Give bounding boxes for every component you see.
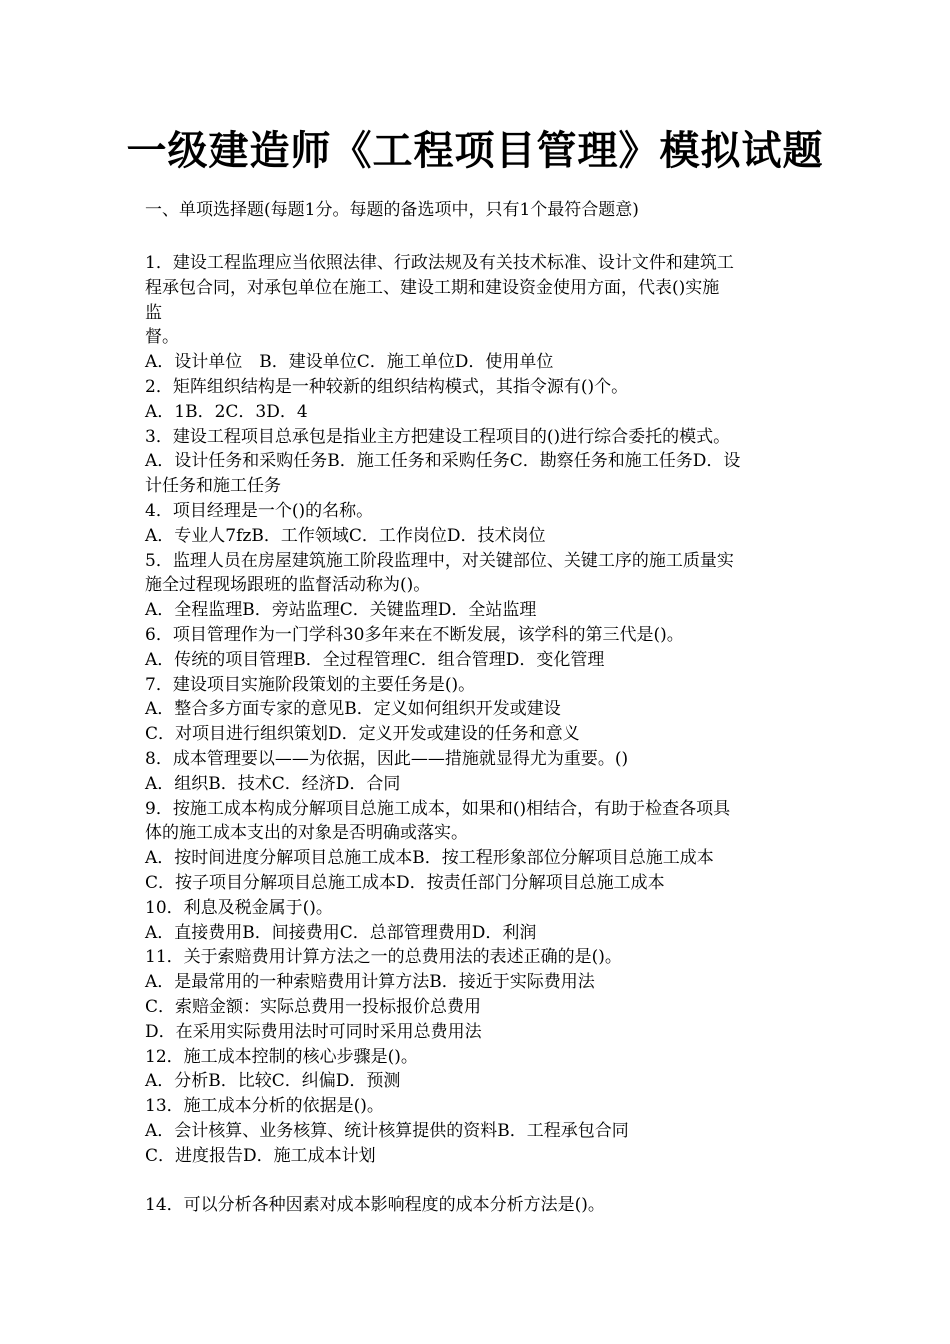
- text-line: D．在采用实际费用法时可同时采用总费用法: [145, 1021, 482, 1042]
- text-line: A．组织B．技术C．经济D．合同: [145, 773, 401, 794]
- text-line: A．直接费用B．间接费用C．总部管理费用D．利润: [145, 922, 537, 943]
- text-line: 7．建设项目实施阶段策划的主要任务是()。: [145, 674, 476, 695]
- text-line: C．对项目进行组织策划D．定义开发或建设的任务和意义: [145, 724, 580, 745]
- section-heading: 一、单项选择题(每题1分。每题的备选项中，只有1个最符合题意): [145, 200, 639, 220]
- text-line: A．整合多方面专家的意见B．定义如何组织开发或建设: [145, 699, 561, 720]
- question-list: [145, 251, 810, 1218]
- text-line: 10．利息及税金属于()。: [145, 897, 333, 918]
- text-line: 6．项目管理作为一门学科30多年来在不断发展，该学科的第三代是()。: [145, 624, 684, 645]
- text-line: A．设计单位 B．建设单位C．施工单位D．使用单位: [145, 352, 554, 373]
- text-line: A．分析B．比较C．纠偏D．预测: [145, 1071, 401, 1092]
- text-line: 监: [145, 302, 162, 323]
- text-line: A．是最常用的一种索赔费用计算方法B．接近于实际费用法: [145, 972, 595, 993]
- text-line: A．按时间进度分解项目总施工成本B．按工程形象部位分解项目总施工成本: [145, 848, 714, 869]
- text-line: 施全过程现场跟班的监督活动称为()。: [145, 575, 431, 596]
- blank-line: [145, 1168, 810, 1193]
- text-line: 5．监理人员在房屋建筑施工阶段监理中，对关键部位、关键工序的施工质量实: [145, 550, 734, 571]
- text-line: 督。: [145, 327, 179, 348]
- text-line: 14．可以分析各种因素对成本影响程度的成本分析方法是()。: [145, 1195, 605, 1216]
- text-line: A．会计核算、业务核算、统计核算提供的资料B．工程承包合同: [145, 1120, 629, 1141]
- text-line: 11．关于索赔费用计算方法之一的总费用法的表述正确的是()。: [145, 947, 622, 968]
- text-line: C．索赔金额：实际总费用一投标报价总费用: [145, 996, 482, 1017]
- text-line: 12．施工成本控制的核心步骤是()。: [145, 1046, 418, 1067]
- text-line: 2．矩阵组织结构是一种较新的组织结构模式，其指令源有()个。: [145, 376, 629, 397]
- text-line: A．传统的项目管理B．全过程管理C．组合管理D．变化管理: [145, 649, 605, 670]
- text-line: 3．建设工程项目总承包是指业主方把建设工程项目的()进行综合委托的模式。: [145, 426, 731, 447]
- text-line: 9．按施工成本构成分解项目总施工成本，如果和()相结合，有助于检查各项具: [145, 798, 731, 819]
- text-line: C．按子项目分解项目总施工成本D．按责任部门分解项目总施工成本: [145, 872, 665, 893]
- text-line: A．专业人7fzB．工作领域C．工作岗位D．技术岗位: [145, 525, 546, 546]
- text-line: 1．建设工程监理应当依照法律、行政法规及有关技术标准、设计文件和建筑工: [145, 253, 734, 273]
- text-line: 13．施工成本分析的依据是()。: [145, 1096, 384, 1117]
- text-line: A．设计任务和采购任务B．施工任务和采购任务C．勘察任务和施工任务D．设: [145, 451, 741, 472]
- text-line: C．进度报告D．施工成本计划: [145, 1145, 376, 1166]
- text-line: 8．成本管理要以——为依据，因此——措施就显得尤为重要。(): [145, 748, 629, 769]
- text-line: 4．项目经理是一个()的名称。: [145, 500, 374, 521]
- text-line: 计任务和施工任务: [145, 476, 281, 497]
- text-line: 体的施工成本支出的对象是否明确或落实。: [145, 823, 468, 844]
- text-line: 程承包合同，对承包单位在施工、建设工期和建设资金使用方面，代表()实施: [145, 277, 720, 298]
- text-line: A．1B．2C．3D．4: [145, 401, 308, 422]
- text-line: A．全程监理B．旁站监理C．关键监理D．全站监理: [145, 600, 537, 621]
- document-title: 一级建造师《工程项目管理》模拟试题: [126, 127, 824, 174]
